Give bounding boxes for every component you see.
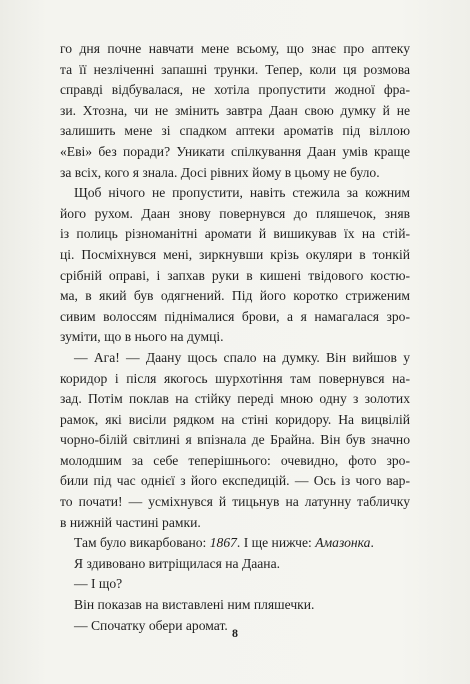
dialogue-line: Він показав на виставлені ним пляшечки. <box>74 597 315 613</box>
text-line: рамок, які висіли рядком на стіні коридору. На вицвілій <box>60 411 410 427</box>
inscription-line <box>60 533 410 554</box>
dialogue-line: Я здивовано витріщилася на Даана. <box>74 555 281 571</box>
inscription-place: Амазонка <box>315 535 371 551</box>
text-line: Щоб нічого не пропустити, навіть стежила за кожним <box>74 185 410 201</box>
text-line: зи. Хтозна, чи не змінить завтра Даан свою думку й не <box>60 102 410 118</box>
text-line: зуміти, що в нього на думці. <box>60 329 224 345</box>
text-line: справді відбувалася, не хотіла пропустити жодної фра- <box>60 82 410 98</box>
text-line: ма, в який був одягнений. Під його коротко стриженим <box>60 288 410 304</box>
dialogue-line: — І що? <box>74 576 123 592</box>
page-number: 8 <box>232 626 238 640</box>
text-line: залишить мене зі спадком аптеки ароматів під віллою <box>60 123 410 139</box>
text-line: та її незліченні запашні трунки. Тепер, коли ця розмова <box>60 61 410 77</box>
text-line: в нижній частині рамки. <box>60 514 201 530</box>
text-line: його рухом. Даан знову повернувся до пляшечок, зняв <box>60 205 410 221</box>
text-line: молодшим за себе теперішнього: очевидно, фото зро- <box>60 452 410 468</box>
text-line: — Ага! — Даану щось спало на думку. Він вийшов у <box>74 349 410 365</box>
body-text <box>60 39 410 636</box>
text-line: чорно-білій світлині я впізнала де Брайна. Він був значно <box>60 432 410 448</box>
inscription-prefix: Там було викарбовано: <box>74 535 210 551</box>
text-line: за всіх, кого я знала. Досі рівних йому в цьому не було. <box>60 164 380 180</box>
text-line: «Еві» без поради? Уникати спілкування Даан умів краще <box>60 143 410 159</box>
text-line: то почати! — усміхнувся й тицьнув на латунну табличку <box>60 494 410 510</box>
text-line: ці. Посміхнувся мені, зиркнувши крізь окуляри в тонкій <box>60 246 410 262</box>
paragraphs-container <box>60 39 410 533</box>
text-line: били під час однієї з його експедицій. — Ось із чого вар- <box>60 473 410 489</box>
text-line: коридор і після якогось шурхотіння там повернувся на- <box>60 370 410 386</box>
dialogue-line: — Спочатку обери аромат. <box>74 617 228 633</box>
inscription-year: 1867 <box>209 535 237 551</box>
text-line: сивим волоссям піднімалися брови, а я намагалася зро- <box>60 308 410 324</box>
inscription-suffix: . <box>370 535 374 551</box>
text-line: го дня почне навчати мене всьому, що знає про аптеку <box>60 41 410 56</box>
inscription-middle: . І ще нижче: <box>236 535 316 551</box>
text-line: зад. Потім поклав на стійку переді мною одну з золотих <box>60 391 410 407</box>
text-line: срібній оправі, і запхав руки в кишені твідового костю- <box>60 267 410 283</box>
text-line: із полиць різноманітні аромати й вишикував їх на стій- <box>60 226 410 242</box>
